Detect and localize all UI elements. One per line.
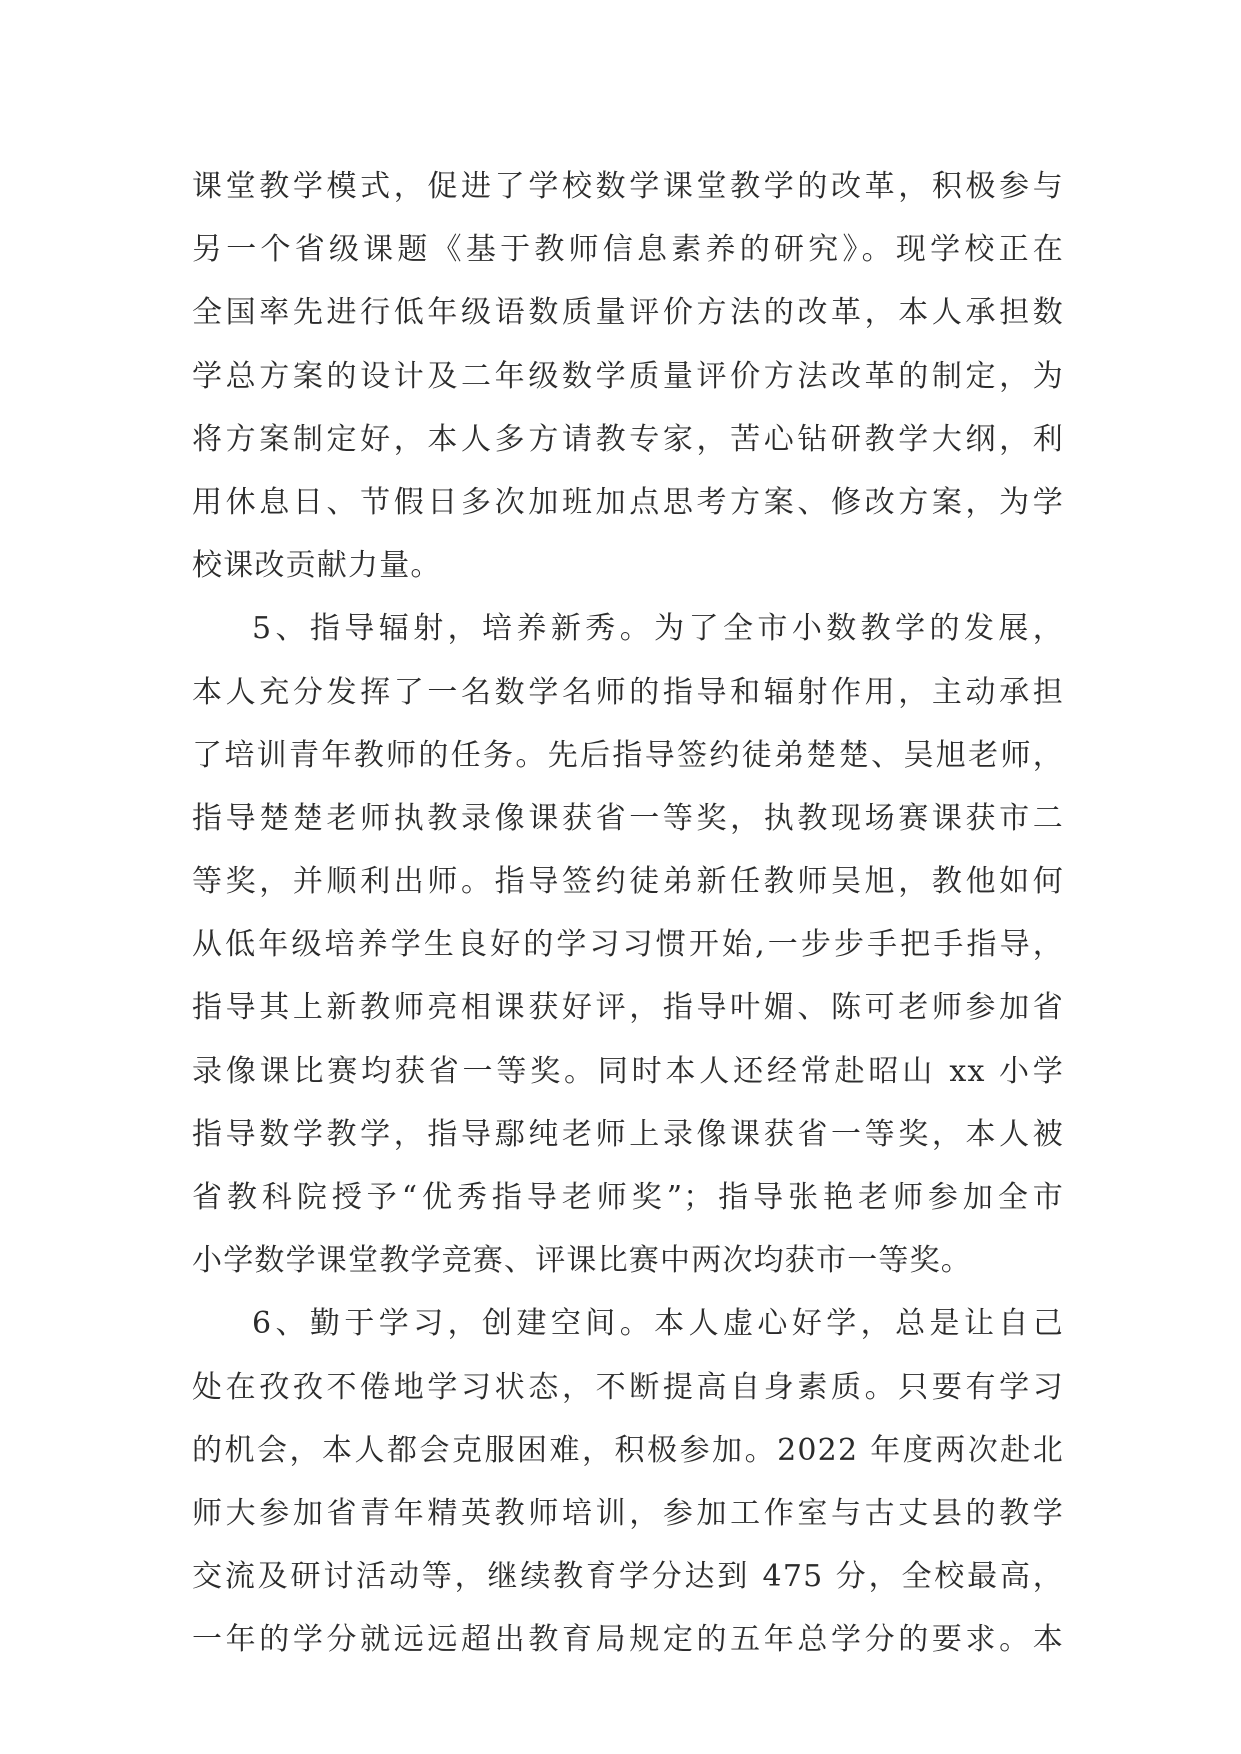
text-line: 省教科院授予“优秀指导老师奖”；指导张艳老师参加全市 — [192, 1180, 1064, 1215]
text-line: 校课改贡献力量。 — [192, 548, 442, 584]
text-line: 课堂教学模式，促进了学校数学课堂教学的改革，积极参与 — [192, 169, 1064, 204]
text-line: 小学数学课堂教学竞赛、评课比赛中两次均获市一等奖。 — [192, 1243, 972, 1279]
text-line: 师大参加省青年精英教师培训，参加工作室与古丈县的教学 — [192, 1495, 1064, 1531]
paragraph-start-line: 5、指导辐射，培养新秀。为了全市小数教学的发展， — [252, 611, 1064, 647]
text-line: 一年的学分就远远超出教育局规定的五年总学分的要求。本 — [192, 1622, 1064, 1658]
text-line: 另一个省级课题《基于教师信息素养的研究》。现学校正在 — [192, 232, 1064, 268]
text-line: 指导数学教学，指导鄢纯老师上录像课获省一等奖，本人被 — [192, 1116, 1064, 1152]
text-line: 等奖，并顺利出师。指导签约徒弟新任教师吴旭，教他如何 — [192, 864, 1064, 900]
text-line: 的机会，本人都会克服困难，积极参加。2022 年度两次赴北 — [192, 1432, 1064, 1468]
text-line: 处在孜孜不倦地学习状态，不断提高自身素质。只要有学习 — [192, 1369, 1064, 1405]
text-line: 录像课比赛均获省一等奖。同时本人还经常赴昭山 xx 小学 — [192, 1053, 1064, 1089]
text-line: 了培训青年教师的任务。先后指导签约徒弟楚楚、吴旭老师， — [192, 737, 1064, 773]
text-line: 用休息日、节假日多次加班加点思考方案、修改方案，为学 — [192, 484, 1064, 520]
text-line: 指导其上新教师亮相课获好评，指导叶媚、陈可老师参加省 — [192, 990, 1064, 1026]
text-line: 本人充分发挥了一名数学名师的指导和辐射作用，主动承担 — [192, 674, 1064, 710]
paragraph-start-line: 6、勤于学习，创建空间。本人虚心好学，总是让自己 — [252, 1306, 1064, 1342]
text-line: 全国率先进行低年级语数质量评价方法的改革，本人承担数 — [192, 295, 1064, 331]
text-line: 指导楚楚老师执教录像课获省一等奖，执教现场赛课获市二 — [192, 800, 1064, 836]
text-line: 从低年级培养学生良好的学习习惯开始,一步步手把手指导， — [192, 927, 1064, 963]
text-line: 将方案制定好，本人多方请教专家，苦心钻研教学大纲，利 — [192, 421, 1064, 457]
text-line: 学总方案的设计及二年级数学质量评价方法改革的制定，为 — [192, 358, 1064, 394]
text-line: 交流及研讨活动等，继续教育学分达到 475 分，全校最高， — [192, 1559, 1064, 1595]
body-text — [192, 155, 1064, 1672]
